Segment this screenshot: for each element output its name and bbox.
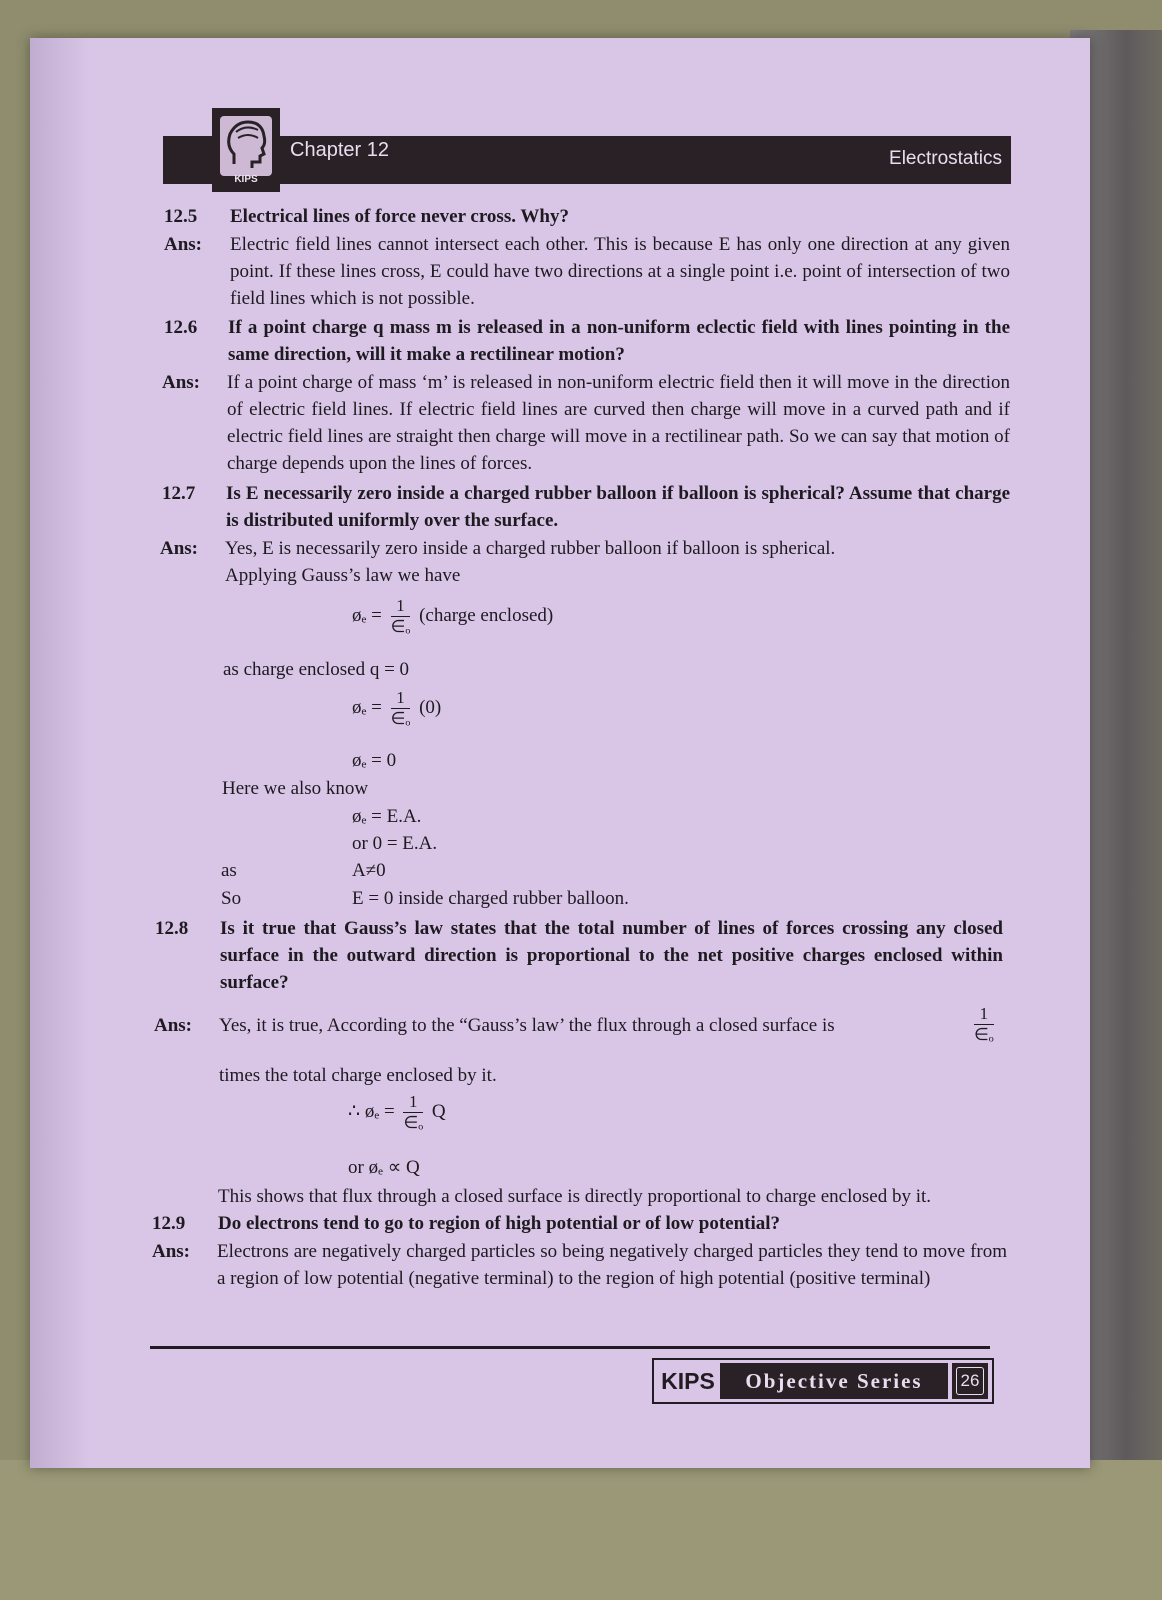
answer-label: Ans: [152, 1241, 191, 1262]
page-number-box [952, 1363, 988, 1399]
answer-text: as [221, 860, 237, 881]
frac-denominator: ∈ₒ [390, 709, 411, 728]
answer-label: Ans: [154, 1015, 193, 1036]
answer-label: Ans: [160, 538, 199, 559]
question-text: Is it true that Gauss’s law states that the total number of lines of forces crossing any closed surface in the outward direction is proportional to the net positive charges enclosed within surface? [220, 918, 1003, 993]
answer-text: Yes, it is true, According to the “Gauss’s law’ the flux through a closed surface is [219, 1015, 835, 1036]
frac-numerator: 1 [974, 1004, 994, 1025]
answer-text: Here we also know [222, 778, 369, 799]
head-icon [220, 116, 272, 176]
fraction [391, 688, 411, 729]
equation-flux [352, 596, 553, 637]
equation-flux-zero [352, 688, 441, 729]
frac-denominator: ∈ₒ [403, 1113, 424, 1132]
answer-text: as charge enclosed q = 0 [223, 659, 410, 680]
eq-lhs: øₑ = [352, 604, 382, 626]
equation: øₑ = 0 [352, 750, 397, 771]
fraction-one-over-epsilon [970, 1004, 998, 1045]
answer-text: Electric field lines cannot intersect each other. This is because E has only one direction at any given point. If these lines cross, E could have two directions at a single point i.e. point of intersection of two field lines which is not possible. [230, 234, 1010, 309]
fraction [391, 596, 411, 637]
eq-rhs: Q [431, 1100, 446, 1122]
question-text: If a point charge q mass m is released in a non-uniform eclectic field with lines pointing in the same direction, will it make a rectilinear motion? [228, 317, 1010, 365]
eq-lhs: ∴ øₑ = [348, 1100, 395, 1122]
answer-label: Ans: [164, 234, 203, 255]
frac-denominator: ∈ₒ [974, 1025, 994, 1044]
question-number: 12.6 [164, 317, 198, 338]
footer-rule [150, 1346, 990, 1349]
answer-text: So [221, 888, 242, 909]
footer-badge [652, 1358, 994, 1404]
eq-rhs: (0) [419, 696, 442, 718]
frac-numerator: 1 [391, 596, 411, 617]
eq-rhs: (charge enclosed) [419, 604, 554, 626]
page-number: 26 [956, 1367, 984, 1395]
question-text: Electrical lines of force never cross. Why? [230, 206, 569, 227]
eq-lhs: øₑ = [352, 696, 382, 718]
answer-text: If a point charge of mass ‘m’ is released in non-uniform electric field then it will move in the direction of electric field lines. If electric field lines are curved then charge will move in a curved path and if electric field lines are straight then charge will move in a rectilinear path. So we can say that motion of charge depends upon the lines of forces. [227, 372, 1010, 474]
equation: or øₑ ∝ Q [348, 1157, 420, 1178]
logo-text: KIPS [234, 174, 258, 185]
answer-text: times the total charge enclosed by it. [219, 1065, 497, 1086]
answer-text: Applying Gauss’s law we have [225, 565, 461, 586]
question-text: Do electrons tend to go to region of high potential or of low potential? [218, 1213, 781, 1234]
question-text: Is E necessarily zero inside a charged rubber balloon if balloon is spherical? Assume that charge is distributed uniformly over the surface. [226, 483, 1010, 531]
answer-text: This shows that flux through a closed surface is directly proportional to charge enclosed by it. [218, 1186, 932, 1207]
equation: A≠0 [352, 860, 386, 881]
kips-logo [212, 108, 280, 192]
fraction [974, 1004, 994, 1045]
answer-label: Ans: [162, 372, 201, 393]
equation-gauss [348, 1092, 446, 1133]
chapter-title: Chapter 12 [290, 139, 389, 161]
question-number: 12.7 [162, 483, 196, 504]
background-surface [0, 1460, 1162, 1600]
fraction [403, 1092, 423, 1133]
frac-numerator: 1 [403, 1092, 423, 1113]
equation: E = 0 inside charged rubber balloon. [352, 888, 629, 909]
equation: or 0 = E.A. [352, 833, 438, 854]
footer-series: Objective Series [720, 1363, 948, 1399]
question-number: 12.8 [155, 918, 189, 939]
frac-numerator: 1 [391, 688, 411, 709]
answer-text: Electrons are negatively charged particles so being negatively charged particles they tend to move from a region of low potential (negative terminal) to the region of high potential (positive terminal) [217, 1241, 1007, 1289]
question-number: 12.9 [152, 1213, 186, 1234]
footer-brand: KIPS [657, 1363, 719, 1399]
question-number: 12.5 [164, 206, 198, 227]
equation: øₑ = E.A. [352, 806, 422, 827]
frac-denominator: ∈ₒ [390, 617, 411, 636]
subject-title: Electrostatics [889, 148, 1002, 169]
answer-text: Yes, E is necessarily zero inside a charged rubber balloon if balloon is spherical. [225, 538, 836, 559]
